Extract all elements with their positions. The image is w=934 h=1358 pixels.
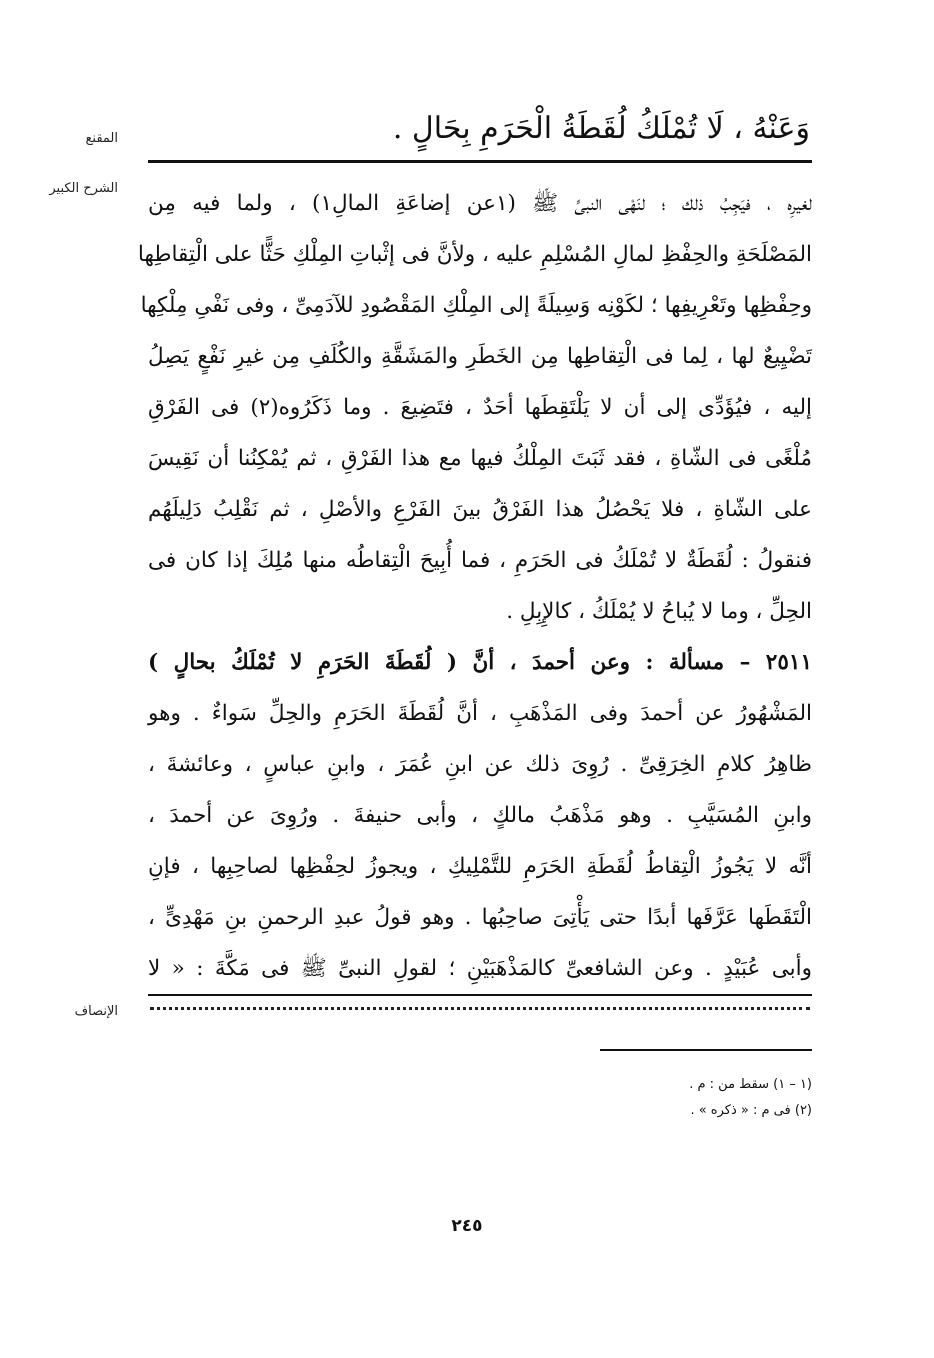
insaf-label: الإنصاف xyxy=(74,1004,118,1019)
text-line: تَضْيِيعٌ لها ، لِما فى الْتِقاطِها مِن الخَطَرِ والمَشَقَّةِ والكُلَفِ مِن غيرِ نَفْعٍ يَصِلُ xyxy=(148,344,812,369)
text-line: ظاهِرُ كلامِ الخِرَقِىِّ . رُوِىَ ذلك عن ابنِ عُمَرَ ، وابنِ عباسٍ ، وعائشةَ ، xyxy=(148,752,812,777)
footnote-divider xyxy=(600,1049,812,1051)
text-line: فنقولُ : لُقَطَةٌ لا تُمْلَكُ فى الحَرَمِ ، فما أُبِيحَ الْتِقاطُه منها مُلِكَ إذا كان فى xyxy=(148,548,812,573)
text-line: أنَّه لا يَجُوزُ الْتِقاطُ لُقَطَةِ الحَرَمِ للتَّمْلِيكِ ، ويجوزُ لحِفْظِها لصاحِبِها ، فإنِ xyxy=(148,854,812,879)
text-line: مُلْغًى فى الشّاةِ ، فقد ثَبَتَ المِلْكُ فيها مع هذا الفَرْقِ ، ثم يُمْكِنُنا أن نَقِيسَ xyxy=(148,446,812,471)
text-line: وحِفْظِها وتَعْرِيفِها ؛ لكَوْنِه وَسِيلَةً إلى المِلْكِ المَقْصُودِ للآدَمِىِّ ، وفى نَفْىِ مِلْكِها xyxy=(140,293,812,318)
text-line: وابنِ المُسَيَّبِ . وهو مَذْهَبُ مالكٍ ، وأبى حنيفةَ . ورُوِىَ عن أحمدَ ، xyxy=(148,803,812,828)
muqni-text: وَعَنْهُ ، لَا تُمْلَكُ لُقَطَةُ الْحَرَمِ بِحَالٍ . xyxy=(392,111,810,146)
text-line: لغيرِه ، فيَجِبُ ذلك ؛ لنَهْى النبىِّ ﷺ (١عن إضاعَةِ المالِ١) ، ولما فيه مِن xyxy=(148,191,813,216)
sharh-label: الشرح الكبير xyxy=(49,181,118,196)
text-line: وأبى عُبَيْدٍ . وعن الشافعىِّ كالمَذْهَبَيْنِ ؛ لقولِ النبىِّ ﷺ فى مَكَّةَ : « لا xyxy=(148,956,812,981)
sharh-divider xyxy=(148,994,812,996)
insaf-dotted-line xyxy=(150,1007,810,1010)
muqni-label: المقنع xyxy=(85,131,118,146)
muqni-divider xyxy=(148,160,812,163)
issue-heading-line: ٢٥١١ – مسألة : وعن أحمدَ ، أنَّ ( لُقَطَةَ الحَرَمِ لا تُمْلَكُ بحالٍ ) xyxy=(148,650,812,675)
footnotes xyxy=(600,1072,812,1124)
text-line: على الشّاةِ ، فلا يَحْصُلُ هذا الفَرْقُ بينَ الفَرْعِ والأصْلِ ، ثم نَقْلِبُ دَلِيلَهُم xyxy=(148,497,812,522)
page-number: ٢٤٥ xyxy=(451,1216,483,1236)
footnote: (١ – ١) سقط من : م . xyxy=(689,1077,812,1092)
text-line: الْتَقَطَها عَرَّفَها أبدًا حتى يَأْتِىَ صاحِبُها . وهو قولُ عبدِ الرحمنِ بنِ مَهْدِىٍّ ، xyxy=(148,905,812,930)
text-line: المَصْلَحَةِ والحِفْظِ لمالِ المُسْلِمِ عليه ، ولأنَّ فى إثْباتِ المِلْكِ حَثًّا على الْتِقاطِها xyxy=(137,242,812,267)
text-line: المَشْهُورُ عن أحمدَ وفى المَذْهَبِ ، أنَّ لُقَطَةَ الحَرَمِ والحِلِّ سَواءٌ . وهو xyxy=(148,701,812,726)
sharh-text xyxy=(137,178,813,994)
footnote: (٢) فى م : « ذكره » . xyxy=(690,1103,812,1118)
text-line: إليه ، فيُؤَدِّى إلى أن لا يَلْتَقِطَها أحَدٌ ، فتَضِيعَ . وما ذَكَرُوه(٢) فى الفَرْقِ xyxy=(148,395,812,420)
text-line: الحِلِّ ، وما لا يُباحُ لا يُمْلَكُ ، كالإِبِلِ . xyxy=(506,599,812,624)
